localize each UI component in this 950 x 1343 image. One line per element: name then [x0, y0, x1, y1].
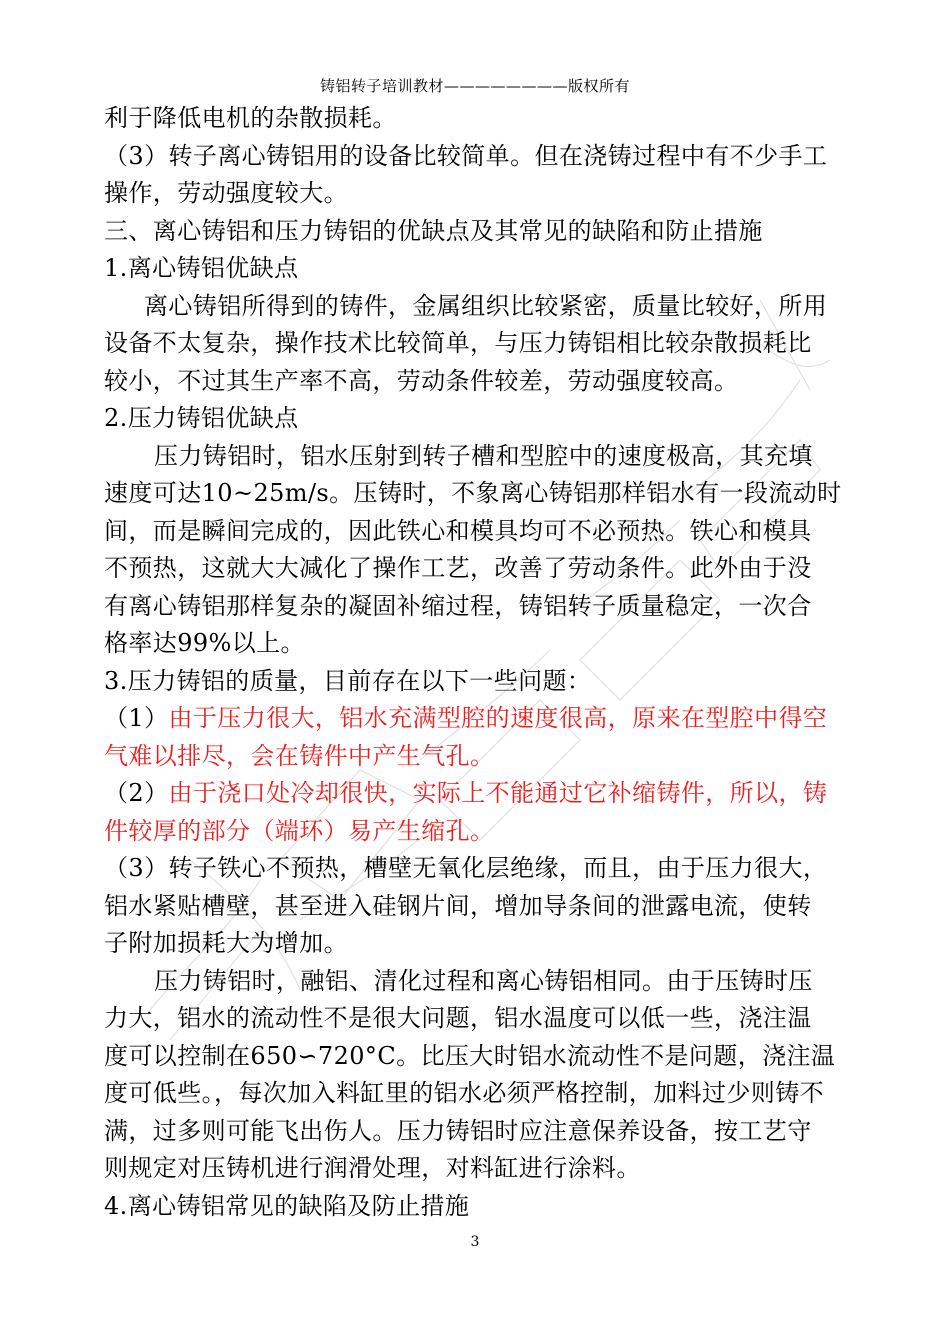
body-line: 设备不太复杂，操作技术比较简单，与压力铸铝相比较杂散损耗比 — [104, 329, 812, 357]
list-item: （3）转子铁心不预热，槽壁无氧化层绝缘，而且，由于压力很大， — [104, 854, 828, 882]
header-copyright: 版权所有 — [568, 77, 631, 95]
body-line: 离心铸铝所得到的铸件，金属组织比较紧密，质量比较好，所用 — [144, 291, 828, 320]
subsection-heading: 2.压力铸铝优缺点 — [104, 404, 299, 432]
body-line: 速度可达10~25m/s。压铸时，不象离心铸铝那样铝水有一段流动时 — [104, 479, 842, 507]
header-separator: ———————— — [444, 77, 568, 95]
body-line: 较小，不过其生产率不高，劳动条件较差，劳动强度较高。 — [104, 366, 739, 395]
body-line: 度可以控制在650∽720°C。比压大时铝水流动性不是问题，浇注温 — [104, 1041, 836, 1070]
highlighted-text: 由于压力很大，铝水充满型腔的速度很高，原来在型腔中得空 — [168, 704, 828, 732]
body-line: 子附加损耗大为增加。 — [104, 929, 348, 957]
body-line: 利于降低电机的杂散损耗。 — [104, 104, 397, 132]
body-line: 力大，铝水的流动性不是很大问题，铝水温度可以低一些，浇注温 — [104, 1004, 812, 1032]
body-line: 格率达99%以上。 — [104, 629, 305, 657]
document-body — [104, 100, 850, 1225]
page-header — [0, 76, 950, 96]
page-number: 3 — [470, 1234, 480, 1250]
body-line: 压力铸铝时，铝水压射到转子槽和型腔中的速度极高，其充填 — [154, 441, 813, 470]
body-line: 则规定对压铸机进行润滑处理，对料缸进行涂料。 — [104, 1154, 641, 1182]
body-line: 铝水紧贴槽壁，甚至进入硅钢片间，增加导条间的泄露电流，使转 — [104, 891, 812, 920]
body-line: 操作，劳动强度较大。 — [104, 179, 348, 207]
list-number: （2） — [104, 779, 169, 807]
subsection-heading: 1.离心铸铝优缺点 — [104, 254, 299, 282]
body-line: 压力铸铝时，融铝、清化过程和离心铸铝相同。由于压铸时压 — [154, 966, 813, 995]
highlighted-text: 气难以排尽，会在铸件中产生气孔。 — [104, 741, 495, 770]
body-line: 有离心铸铝那样复杂的凝固补缩过程，铸铝转子质量稳定，一次合 — [104, 591, 812, 620]
body-line: 间，而是瞬间完成的，因此铁心和模具均可不必预热。铁心和模具 — [104, 516, 812, 545]
header-title: 铸铝转子培训教材 — [319, 77, 444, 95]
subsection-heading: 4.离心铸铝常见的缺陷及防止措施 — [104, 1191, 470, 1220]
list-number: （1） — [104, 704, 169, 732]
list-item — [104, 700, 850, 738]
subsection-heading: 3.压力铸铝的质量，目前存在以下一些问题： — [104, 666, 592, 695]
section-heading: 三、离心铸铝和压力铸铝的优缺点及其常见的缺陷和防止措施 — [104, 216, 763, 245]
highlighted-text: 件较厚的部分（端环）易产生缩孔。 — [104, 816, 495, 845]
body-line: 满，过多则可能飞出伤人。压力铸铝时应注意保养设备，按工艺守 — [104, 1116, 812, 1145]
body-line: 不预热，这就大大减化了操作工艺，改善了劳动条件。此外由于没 — [104, 554, 812, 582]
body-line: （3）转子离心铸铝用的设备比较简单。但在浇铸过程中有不少手工 — [104, 141, 828, 170]
body-line: 度可低些。，每次加入料缸里的铝水必须严格控制，加料过少则铸不 — [104, 1079, 824, 1107]
list-item — [104, 775, 850, 813]
highlighted-text: 由于浇口处冷却很快，实际上不能通过它补缩铸件，所以，铸 — [168, 779, 828, 807]
